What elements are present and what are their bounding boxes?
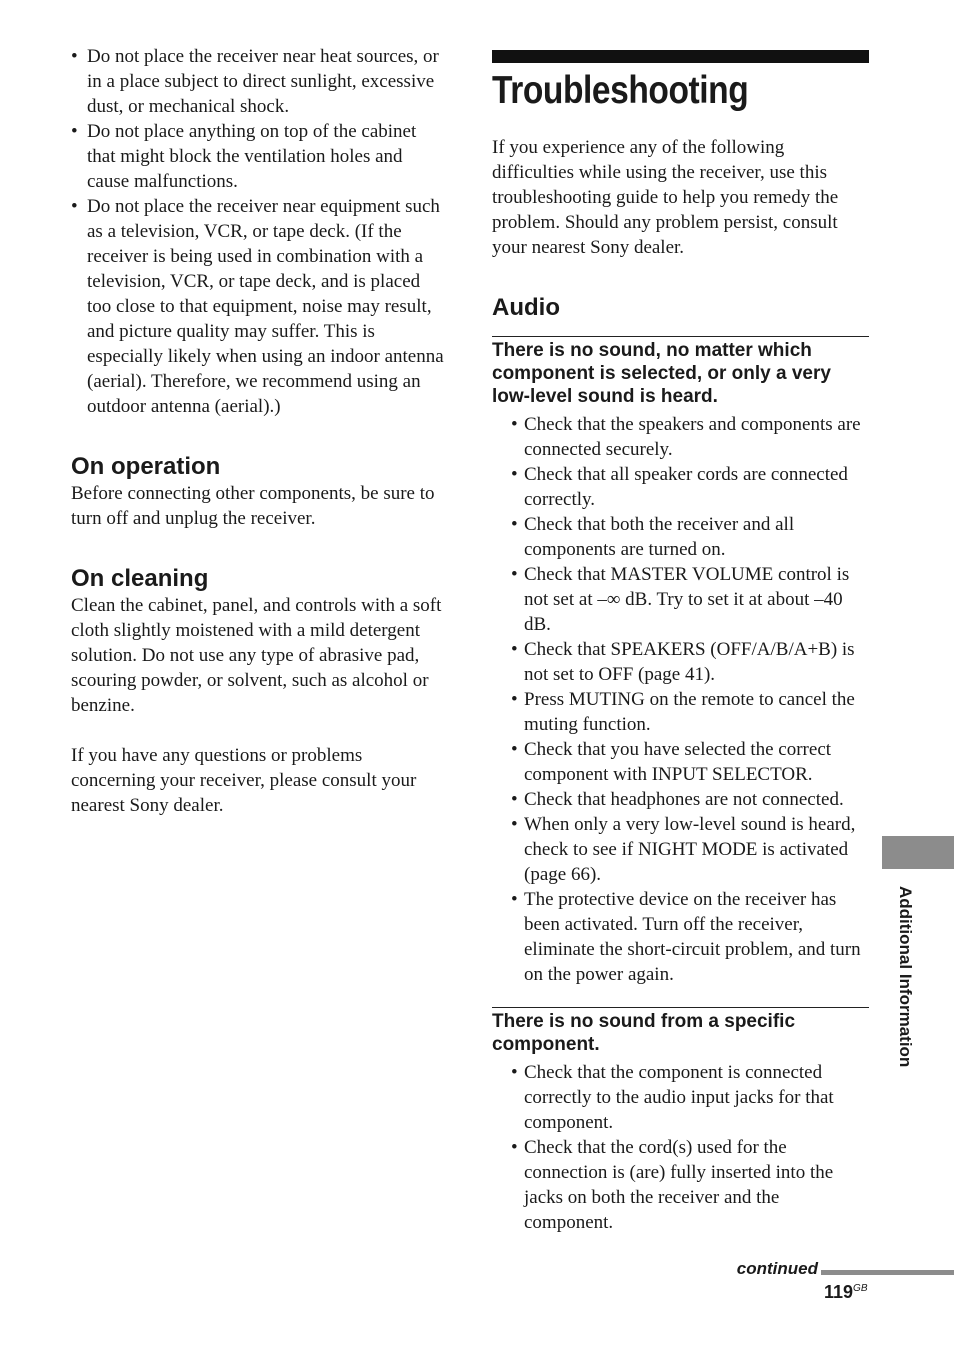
list-item: • The protective device on the receiver has been activated. Turn off the receiver, eliminate the short-circuit problem, and turn on the power again. bbox=[511, 887, 869, 987]
problem-heading: There is no sound, no matter which component is selected, or only a very low-level sound is heard. bbox=[492, 336, 869, 408]
list-item: • Check that SPEAKERS (OFF/A/B/A+B) is not set to OFF (page 41). bbox=[511, 637, 869, 687]
problem-checklist bbox=[511, 1060, 869, 1235]
section-tab bbox=[882, 836, 954, 869]
list-item: • Check that the speakers and components are connected securely. bbox=[511, 412, 869, 462]
section-tab-label: Additional Information bbox=[896, 886, 915, 1068]
on-cleaning-heading: On cleaning bbox=[71, 565, 209, 592]
title-rule bbox=[492, 50, 869, 63]
list-item: • Check that all speaker cords are connected correctly. bbox=[511, 462, 869, 512]
list-item: • Check that MASTER VOLUME control is not set at –∞ dB. Try to set it at about –40 dB. bbox=[511, 562, 869, 637]
problem-checklist bbox=[511, 412, 869, 987]
continued-bar bbox=[821, 1270, 954, 1275]
audio-heading: Audio bbox=[492, 294, 560, 321]
right-column bbox=[492, 50, 869, 1235]
list-item: • When only a very low-level sound is heard, check to see if NIGHT MODE is activated (page 66). bbox=[511, 812, 869, 887]
list-item: • Check that headphones are not connected. bbox=[511, 787, 869, 812]
precautions-list bbox=[71, 44, 446, 419]
list-item: • Check that the component is connected correctly to the audio input jacks for that component. bbox=[511, 1060, 869, 1135]
list-item: • Do not place the receiver near equipment such as a television, VCR, or tape deck. (If the receiver is being used in combination with a television, VCR, or tape deck, and is placed too close to that equipment, noise may result, and picture quality may suffer. This is especially likely when using an indoor antenna (aerial). Therefore, we recommend using an outdoor antenna (aerial).) bbox=[71, 194, 446, 419]
page-number bbox=[824, 1282, 884, 1303]
list-item: • Do not place the receiver near heat sources, or in a place subject to direct sunlight, excessive dust, or mechanical shock. bbox=[71, 44, 446, 119]
on-cleaning-text: Clean the cabinet, panel, and controls with a soft cloth slightly moistened with a mild detergent solution. Do not use any type of abrasive pad, scouring powder, or solvent, such as alcohol or benzine. bbox=[71, 595, 442, 716]
page-number-value: 119 bbox=[824, 1282, 854, 1302]
consult-dealer-text: If you have any questions or problems concerning your receiver, please consult your nearest Sony dealer. bbox=[71, 745, 417, 816]
problem-heading: There is no sound from a specific component. bbox=[492, 1007, 869, 1056]
list-item: • Press MUTING on the remote to cancel the muting function. bbox=[511, 687, 869, 737]
continued-label: continued bbox=[736, 1259, 818, 1278]
list-item: • Check that you have selected the correct component with INPUT SELECTOR. bbox=[511, 737, 869, 787]
on-operation-heading: On operation bbox=[71, 453, 221, 480]
left-column bbox=[71, 44, 446, 818]
on-operation-text: Before connecting other components, be sure to turn off and unplug the receiver. bbox=[71, 483, 435, 529]
troubleshooting-intro: If you experience any of the following difficulties while using the receiver, use this troubleshooting guide to help you remedy the problem. Should any problem persist, consult your nearest Sony dealer. bbox=[492, 137, 839, 258]
list-item: • Check that the cord(s) used for the connection is (are) fully inserted into the jacks on both the receiver and the component. bbox=[511, 1135, 869, 1235]
list-item: • Do not place anything on top of the cabinet that might block the ventilation holes and cause malfunctions. bbox=[71, 119, 446, 194]
page-number-suffix: GB bbox=[853, 1283, 868, 1294]
page-title: Troubleshooting bbox=[492, 69, 749, 112]
list-item: • Check that both the receiver and all components are turned on. bbox=[511, 512, 869, 562]
